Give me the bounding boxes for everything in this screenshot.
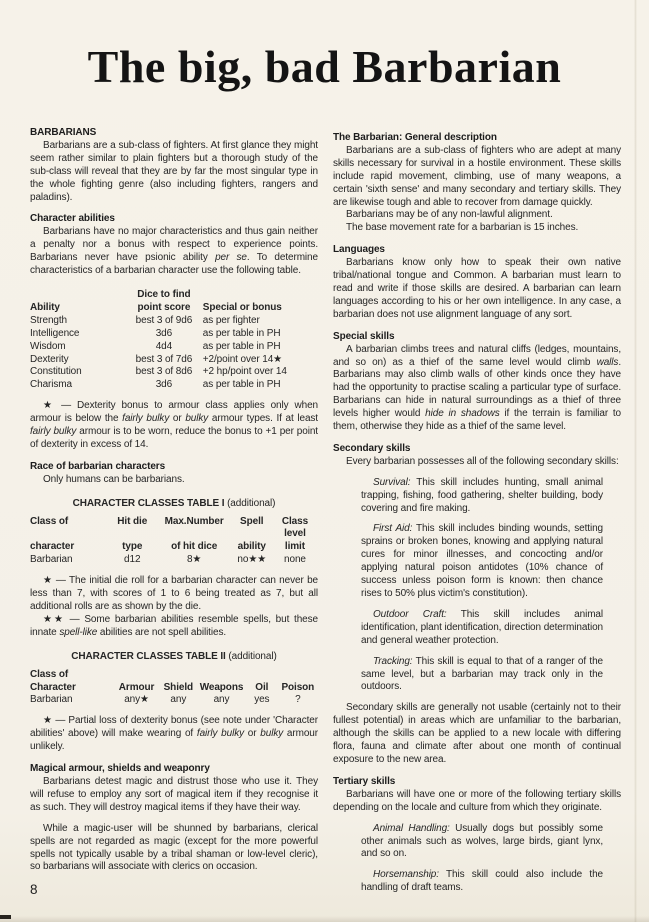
- table-header-cell: Shield: [163, 681, 194, 693]
- page-edge-shadow: [0, 916, 649, 922]
- table-header-cell: of hit dice: [171, 541, 218, 553]
- table2-title-note: (additional): [228, 650, 277, 662]
- table-row: [30, 366, 318, 379]
- skill-label: Horsemanship:: [373, 869, 439, 881]
- table-cell: Intelligence: [30, 327, 80, 339]
- table-row: [30, 694, 318, 707]
- heading-race: Race of barbarian characters: [30, 460, 166, 472]
- table-cell: best 3 of 9d6: [135, 314, 193, 326]
- article-title: The big, bad Barbarian: [87, 41, 562, 92]
- table-header-cell: Weapons: [199, 681, 244, 693]
- table-cell: best 3 of 8d6: [135, 366, 193, 378]
- two-column-layout: [30, 127, 621, 897]
- table1-title-bold: CHARACTER CLASSES TABLE I: [72, 497, 225, 509]
- table-cell: as per table in PH: [202, 327, 281, 339]
- skill-label: Survival:: [373, 476, 411, 488]
- table-cell: none: [284, 554, 306, 566]
- table-cell: Strength: [30, 314, 68, 326]
- table-cell: ?: [295, 694, 301, 706]
- table-header-cell: [203, 289, 318, 302]
- table-header-cell: Max.Number: [164, 515, 224, 527]
- paragraph: Every barbarian possesses all of the following secondary skills:: [346, 455, 619, 467]
- paragraph: A barbarian climbs trees and natural cliffs (ledges, mountains, and so on) as a thief of the same level would climb walls. Barbarians may also climb walls of other kinds once they have had the opportunity to practise scaling a particular type of surface. Barbarians can hide in natural surroundings as a thief of three levels higher would hide in shadows if the terrain is familiar to them, otherwise they hide as a thief of the same level.: [333, 343, 622, 433]
- table-header-cell: [30, 289, 125, 302]
- table-header-cell: Poison: [281, 681, 315, 693]
- table-header-cell: Class level: [281, 515, 309, 540]
- footnote-dexterity-loss: ★ — Partial loss of dexterity bonus (see note under 'Character abilities' above) will make wearing of fairly bulky or bulky armour unlikely.: [30, 715, 318, 753]
- skill-item-horsemanship: [361, 869, 603, 895]
- table-cell: 4d4: [155, 340, 173, 352]
- table-header-row: [30, 541, 318, 554]
- table-header-cell: [246, 669, 278, 682]
- table-header-cell: Class of: [30, 515, 69, 527]
- skill-item-animal-handling: [361, 823, 603, 862]
- footnote-spell-like: ★★ — Some barbarian abilities resemble spells, but these innate spell-like abilities are not spell abilities.: [30, 613, 318, 638]
- page-crease-shadow: [634, 0, 637, 922]
- character-classes-table-2: [30, 669, 318, 708]
- table-row: [30, 328, 318, 341]
- table-cell: Wisdom: [30, 340, 66, 352]
- paragraph: Barbarians detest magic and distrust those who use it. They will refuse to employ any sort of magical item if they recognise it as such. They will destroy magical items if they have their way.: [30, 775, 318, 813]
- table1-title: [30, 498, 318, 511]
- paragraph: Barbarians are a sub-class of fighters. At first glance they might seem rather similar to plain fighters but a thorough study of the sub-class will reveal that they are by far the most singular type in the whole fighting genre (also including fighters, rangers and paladins).: [30, 139, 318, 203]
- paragraph: Barbarians will have one or more of the following tertiary skills depending on the locale and culture from which they originate.: [333, 788, 621, 813]
- table-cell: any: [213, 694, 230, 706]
- table-cell: Constitution: [30, 366, 82, 378]
- heading-secondary-skills: Secondary skills: [333, 442, 411, 454]
- table-header-cell: type: [122, 541, 143, 553]
- skill-text: Usually dogs but possibly some other animals such as wolves, large birds, giant lynx, and so on.: [361, 822, 604, 860]
- skill-text: This skill includes animal identification, plant identification, direction determination and general weather protection.: [361, 608, 604, 646]
- table-row: [30, 341, 318, 354]
- table-cell: any: [170, 694, 187, 706]
- table-header-cell: [278, 669, 318, 682]
- skill-label: Outdoor Craft:: [373, 608, 447, 620]
- paragraph: Barbarians may be of any non-lawful alignment.: [346, 209, 553, 221]
- table-header-cell: [197, 669, 246, 682]
- heading-special-skills: Special skills: [333, 330, 395, 342]
- table-cell: 3d6: [155, 327, 173, 339]
- table-header-row: [30, 682, 318, 695]
- skill-label: First Aid:: [373, 523, 413, 535]
- table-cell: +2 hp/point over 14: [202, 366, 287, 378]
- heading-magical-armour: Magical armour, shields and weaponry: [30, 763, 210, 775]
- table-header-cell: point score: [137, 301, 191, 313]
- table-header-cell: Special or bonus: [202, 301, 282, 313]
- skill-label: Tracking:: [373, 655, 413, 667]
- table1-title-note: (additional): [227, 497, 276, 509]
- table-row: [30, 379, 318, 392]
- heading-tertiary-skills: Tertiary skills: [333, 775, 396, 787]
- paragraph: Barbarians have no major characteristics and thus gain neither a penalty nor a bonus with respect to experience points. Barbarians never have psionic ability per se. To determine characteristics of a barbarian character use the following table.: [30, 226, 318, 277]
- skill-label: Animal Handling:: [373, 822, 450, 834]
- table-cell: any★: [124, 694, 149, 706]
- page-number: 8: [30, 882, 38, 898]
- table-header-cell: [114, 669, 160, 682]
- table-header-cell: Spell: [240, 515, 264, 527]
- table-cell: 3d6: [155, 379, 173, 391]
- footnote-initial-die-roll: ★ — The initial die roll for a barbarian character can never be less than 7, with scores of 1 to 6 being treated as 7, but all additional rolls are as shown by the die.: [30, 575, 318, 612]
- table-header-cell: Ability: [30, 301, 60, 313]
- table-cell: yes: [254, 694, 270, 706]
- table-cell: d12: [124, 554, 141, 566]
- table-cell: +2/point over 14★: [202, 353, 283, 365]
- table-header-cell: ability: [237, 541, 266, 553]
- skill-item-first-aid: [361, 523, 603, 600]
- ability-table: [30, 289, 318, 392]
- table-header-cell: Dice to find: [137, 288, 191, 300]
- right-column: [333, 127, 621, 897]
- paragraph: The base movement rate for a barbarian is 15 inches.: [346, 222, 579, 234]
- table-row: [30, 554, 318, 567]
- table-header-cell: Class of: [30, 668, 69, 680]
- table-header-row: [30, 302, 318, 315]
- table-cell: Charisma: [30, 379, 72, 391]
- table-header-cell: limit: [284, 541, 305, 553]
- paragraph: Secondary skills are generally not usable (certainly not to their fullest potential) in areas which are unfamiliar to the barbarian, although the skills can be applied to a new locale with differing flora, fauna and climate after about one month of continual exposure to the new area.: [333, 702, 621, 765]
- table-header-cell: character: [30, 541, 75, 553]
- table-header-cell: Armour: [118, 681, 155, 693]
- heading-languages: Languages: [333, 244, 385, 256]
- skill-item-outdoor-craft: [361, 609, 603, 648]
- skill-text: This skill is equal to that of a ranger of the same level, but a barbarian may track only in the outdoors.: [361, 655, 603, 693]
- table-cell: Barbarian: [30, 554, 73, 566]
- scan-corner-mark: [0, 915, 11, 919]
- table2-title-bold: CHARACTER CLASSES TABLE II: [71, 650, 226, 662]
- table-row: [30, 354, 318, 367]
- skill-item-survival: [361, 477, 603, 516]
- left-column: [30, 127, 318, 897]
- table-header-cell: Hit die: [117, 515, 148, 527]
- table-cell: 8★: [186, 554, 202, 566]
- heading-general-description: The Barbarian: General description: [333, 132, 497, 143]
- table-cell: Dexterity: [30, 353, 69, 365]
- table-header-cell: Character: [30, 681, 76, 693]
- skill-text: This skill could also include the handling of draft teams.: [361, 869, 603, 894]
- table-row: [30, 315, 318, 328]
- skill-item-tracking: [361, 656, 603, 695]
- table-header-row: [30, 289, 318, 302]
- table2-title: [30, 651, 318, 664]
- character-classes-table-1: [30, 516, 318, 568]
- table-cell: as per table in PH: [202, 379, 281, 391]
- table-cell: as per fighter: [202, 314, 260, 326]
- table-header-cell: Oil: [255, 681, 269, 693]
- footnote-dexterity: ★ — Dexterity bonus to armour class applies only when armour is below the fairly bulky or bulky armour types. If at least fairly bulky armour is to be worn, reduce the bonus to +1 per point of dexterity in excess of 14.: [30, 400, 318, 450]
- heading-barbarians: BARBARIANS: [30, 127, 97, 138]
- table-cell: Barbarian: [30, 694, 73, 706]
- paragraph: While a magic-user will be shunned by barbarians, clerical spells are not regarded as magic (except for the more powerful spells not typically usable by a tribal shaman or low-level cleric), so barbarians will associate with clerics on occasion.: [30, 822, 318, 873]
- table-header-row: [30, 669, 318, 682]
- skill-text: This skill includes binding wounds, setting sprains or broken bones, knowing and applying natural cures for minor illnesses, and concocting and/or applying natural poison antidotes (10% chance of success unless poison form is known: then chance rises to 50% plus victim's constitution).: [361, 523, 604, 599]
- paragraph: Barbarians know only how to speak their own native tribal/national tongue and Common. A barbarian must learn to read and write if those skills are desired. A barbarian can learn languages according to his or her own intelligence. In any case, a barbarian does not use alignment language of any sort.: [333, 257, 621, 320]
- paragraph: Only humans can be barbarians.: [43, 473, 185, 485]
- heading-character-abilities: Character abilities: [30, 213, 115, 225]
- table-header-row: [30, 516, 318, 542]
- paragraph: Barbarians are a sub-class of fighters who are adept at many skills necessary for survival in a hostile environment. These skills include rapid movement, climbing, use of many weapons, a certain 'sixth sense' and many secondary and tertiary skills. They are likewise tough and able to recover from damage quickly.: [333, 144, 621, 208]
- table-cell: best 3 of 7d6: [135, 353, 193, 365]
- table-header-cell: [160, 669, 197, 682]
- skill-text: This skill includes hunting, small animal trapping, fishing, food gathering, shelter building, body covering and fire making.: [361, 476, 603, 514]
- table-cell: as per table in PH: [202, 340, 281, 352]
- table-cell: no★★: [237, 554, 267, 566]
